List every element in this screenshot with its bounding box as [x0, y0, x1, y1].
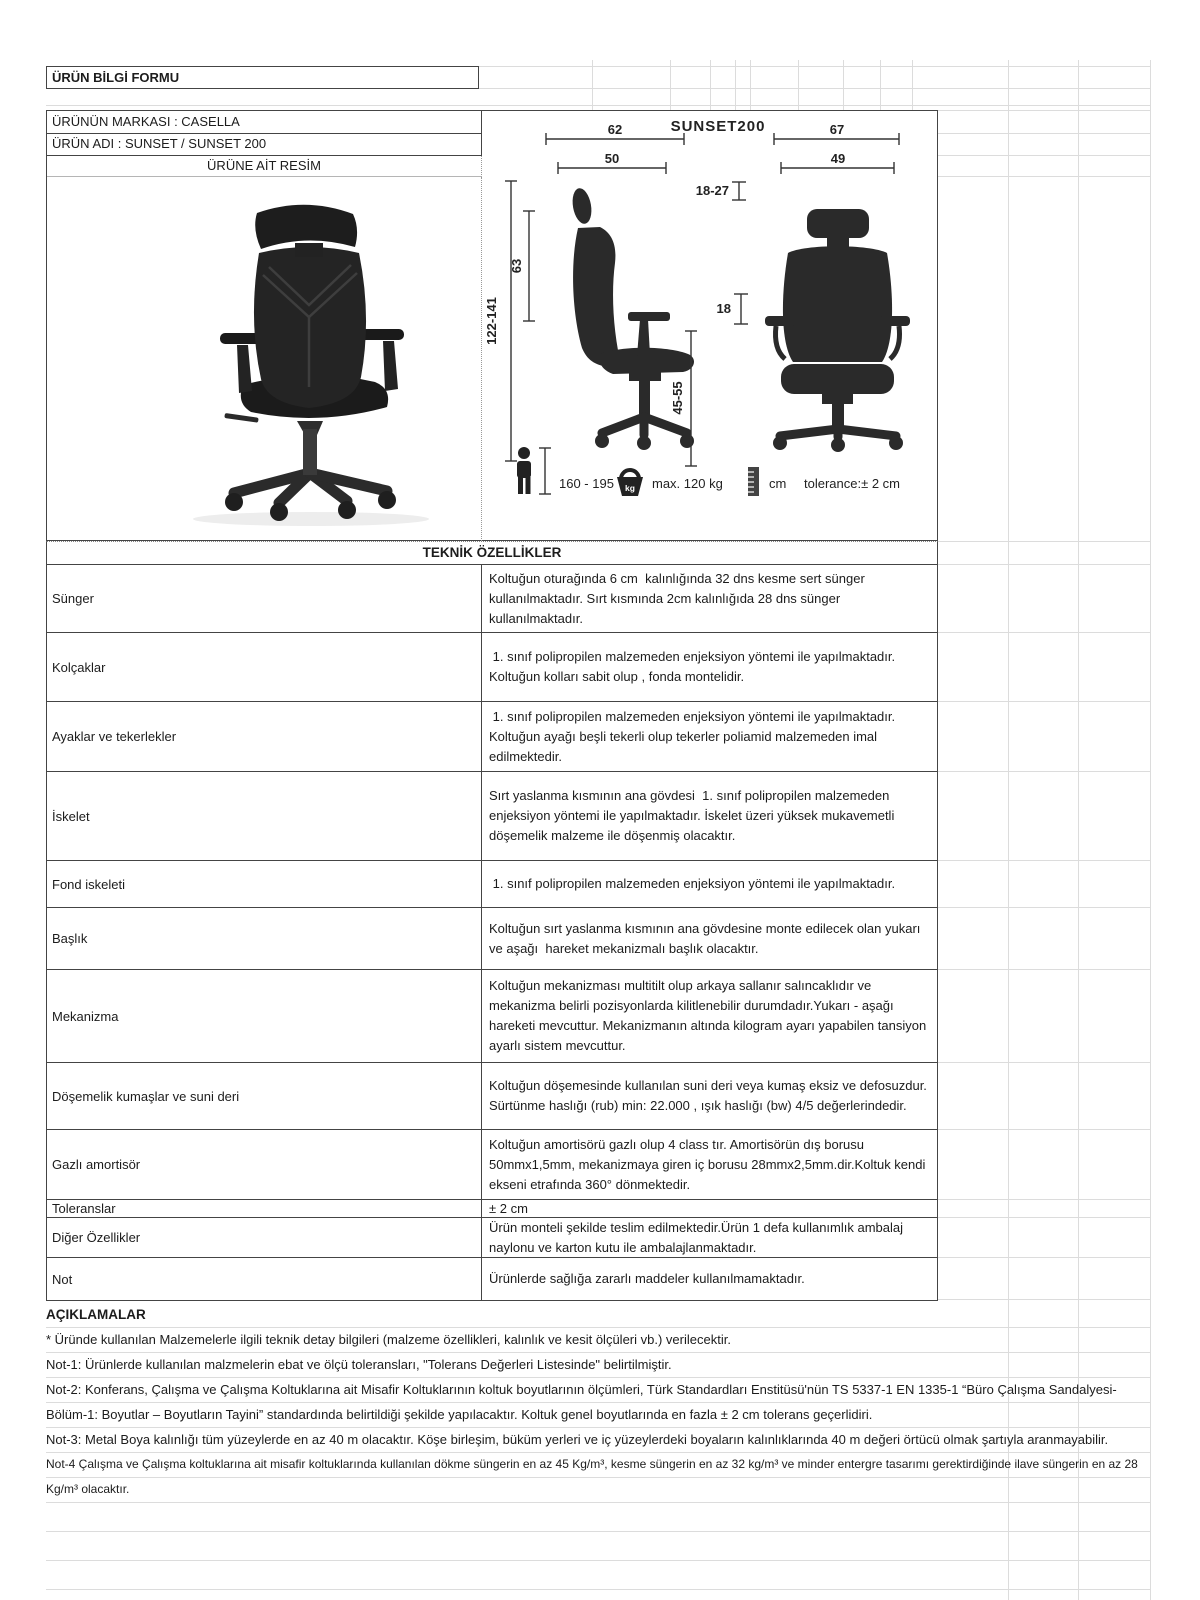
spec-label: Mekanizma — [47, 970, 482, 1062]
spec-value: Sırt yaslanma kısmının ana gövdesi 1. sınıf polipropilen malzemeden enjeksiyon yöntemi ile yapılmaktadır. İskelet üzeri yüksek mukavemetli döşemelik malzeme ile döşenmiş olacaktır. — [489, 788, 898, 843]
dim-122-141: 122-141 — [484, 297, 499, 345]
spec-label: Kolçaklar — [47, 633, 482, 701]
ruler-icon — [748, 467, 759, 496]
brand-row: ÜRÜNÜN MARKASI : CASELLA — [47, 111, 482, 134]
weight-icon — [617, 470, 643, 496]
dim-45-55: 45-55 — [670, 381, 685, 415]
dim-62: 62 — [607, 122, 623, 137]
note-line: * Üründe kullanılan Malzemelerle ilgili teknik detay bilgileri (malzeme özellikleri, kalınlık ve kesit ölçüleri vb.) verilecektir. — [46, 1332, 731, 1347]
dim-50: 50 — [604, 151, 620, 166]
note-line: Not-3: Metal Boya kalınlığı tüm yüzeylerde en az 40 m olacaktır. Köşe birleşim, büküm yerleri ve iç yüzeylerdeki boyaların kalınlıklarında 40 m değeri örtücü olmak şartıyla aranmayabilir. — [46, 1432, 1109, 1447]
spec-label: Fond iskeleti — [47, 861, 482, 907]
spec-label: Ayaklar ve tekerlekler — [47, 702, 482, 771]
spec-label: Gazlı amortisör — [47, 1130, 482, 1199]
image-caption: ÜRÜNE AİT RESİM — [47, 156, 482, 177]
svg-text:kg: kg — [625, 483, 635, 493]
diagram-title: SUNSET200 — [670, 118, 766, 135]
spec-value: Koltuğun mekanizması multitilt olup arkaya sallanır salıncaklıdır ve mekanizma belirli pozisyonlarda kilitlenebilir durumdadır.Yukarı - aşağı hareketi mevcuttur. Mekanizmanın altında kilogram ayarı yapabilen tansiyon ayarlı sistem mevcuttur. — [489, 978, 930, 1053]
tolerance-label: tolerance:± 2 cm — [804, 476, 901, 491]
chair-photo — [159, 189, 459, 529]
product-info-section — [46, 110, 938, 541]
dim-18-27: 18-27 — [695, 183, 729, 198]
dim-63: 63 — [509, 258, 524, 274]
max-weight-label: max. 120 kg — [652, 476, 723, 491]
dim-49: 49 — [830, 151, 846, 166]
unit-label: cm — [769, 476, 787, 491]
person-icon — [517, 447, 531, 494]
spec-value: ± 2 cm — [489, 1200, 528, 1216]
dim-18: 18 — [716, 301, 731, 316]
product-name-row: ÜRÜN ADI : SUNSET / SUNSET 200 — [47, 134, 482, 156]
spec-value: Koltuğun sırt yaslanma kısmının ana gövdesine monte edilecek olan yukarı ve aşağı hareket mekanizmalı başlık olacaktır. — [489, 920, 925, 956]
spec-label: Not — [47, 1258, 482, 1300]
spec-value: 1. sınıf polipropilen malzemeden enjeksiyon yöntemi ile yapılmaktadır. — [489, 876, 896, 891]
dimension-diagram — [482, 111, 938, 541]
spec-label: İskelet — [47, 772, 482, 860]
spec-value: 1. sınıf polipropilen malzemeden enjeksiyon yöntemi ile yapılmaktadır. Koltuğun ayağı beşli tekerli olup tekerler poliamid malzemeden imal edilmektedir. — [489, 708, 899, 764]
spec-value: 1. sınıf polipropilen malzemeden enjeksiyon yöntemi ile yapılmaktadır. Koltuğun kolları sabit olup , fonda montelidir. — [489, 649, 899, 684]
spec-value: Ürünlerde sağlığa zararlı maddeler kullanılmamaktadır. — [489, 1271, 805, 1286]
tech-specs-table — [46, 541, 938, 1301]
note-line: Not-1: Ürünlerde kullanılan malzmelerin ebat ve ölçü toleransları, "Tolerans Değerleri Listesinde" belirtilmiştir. — [46, 1357, 672, 1372]
spec-value: Ürün monteli şekilde teslim edilmektedir.Ürün 1 defa kullanımlık ambalaj naylonu ve karton kutu ile ambalajlanmaktadır. — [489, 1219, 907, 1255]
tech-specs-title: TEKNİK ÖZELLİKLER — [47, 542, 937, 565]
spec-label: Diğer Özellikler — [47, 1218, 482, 1257]
product-photo-area — [47, 177, 482, 541]
dimension-diagram-area — [482, 111, 938, 541]
spec-value: Koltuğun oturağında 6 cm kalınlığında 32 dns kesme sert sünger kullanılmaktadır. Sırt kısmında 2cm kalınlığıda 28 dns sünger kullanılmaktadır. — [489, 570, 869, 626]
spec-label: Başlık — [47, 908, 482, 969]
person-height-range: 160 - 195 — [559, 476, 614, 491]
note-line: Not-4 Çalışma ve Çalışma koltuklarına ait misafir koltuklarında kullanılan dökme süngerin en az 45 Kg/m³, kesme süngerin en az 32 kg/m³ ve minder entergre tasarımı gerektirdiğinde ilave süngerin en az 28 Kg/m³ olacaktır. — [46, 1457, 1138, 1496]
spec-value: Koltuğun amortisörü gazlı olup 4 class tır. Amortisörün dış borusu 50mmx1,5mm, mekanizmaya giren iç borusu 28mmx2,5mm.dir.Koltuk kendi ekseni etrafında 360° dönmektedir. — [489, 1136, 930, 1192]
spec-label: Toleranslar — [47, 1200, 482, 1217]
dim-67: 67 — [829, 122, 845, 137]
notes-section — [46, 1302, 1138, 1502]
spec-value: Koltuğun döşemesinde kullanılan suni deri veya kumaş eksiz ve defosuzdur. Sürtünme haslığı (rub) min: 22.000 , ışık haslığı (bw) 4/5 değerlerindedir. — [489, 1078, 931, 1113]
spec-label: Sünger — [47, 565, 482, 632]
spec-label: Döşemelik kumaşlar ve suni deri — [47, 1063, 482, 1129]
note-line: Not-2: Konferans, Çalışma ve Çalışma Koltuklarına ait Misafir Koltuklarının koltuk boyutlarının ölçümleri, Türk Standardları Enstitüsü'nün TS 5337-1 EN 1335-1 “Büro Çalışma Sandalyesi- Bölüm-1: Boyutlar – Boyutların Tayini” standardında belirtildiği şekilde yapılacaktır. Koltuk genel boyutlarında en fazla ± 2 cm tolerans geçerlidiri. — [46, 1382, 1117, 1422]
form-title: ÜRÜN BİLGİ FORMU — [46, 66, 479, 89]
notes-title: AÇIKLAMALAR — [46, 1307, 146, 1322]
